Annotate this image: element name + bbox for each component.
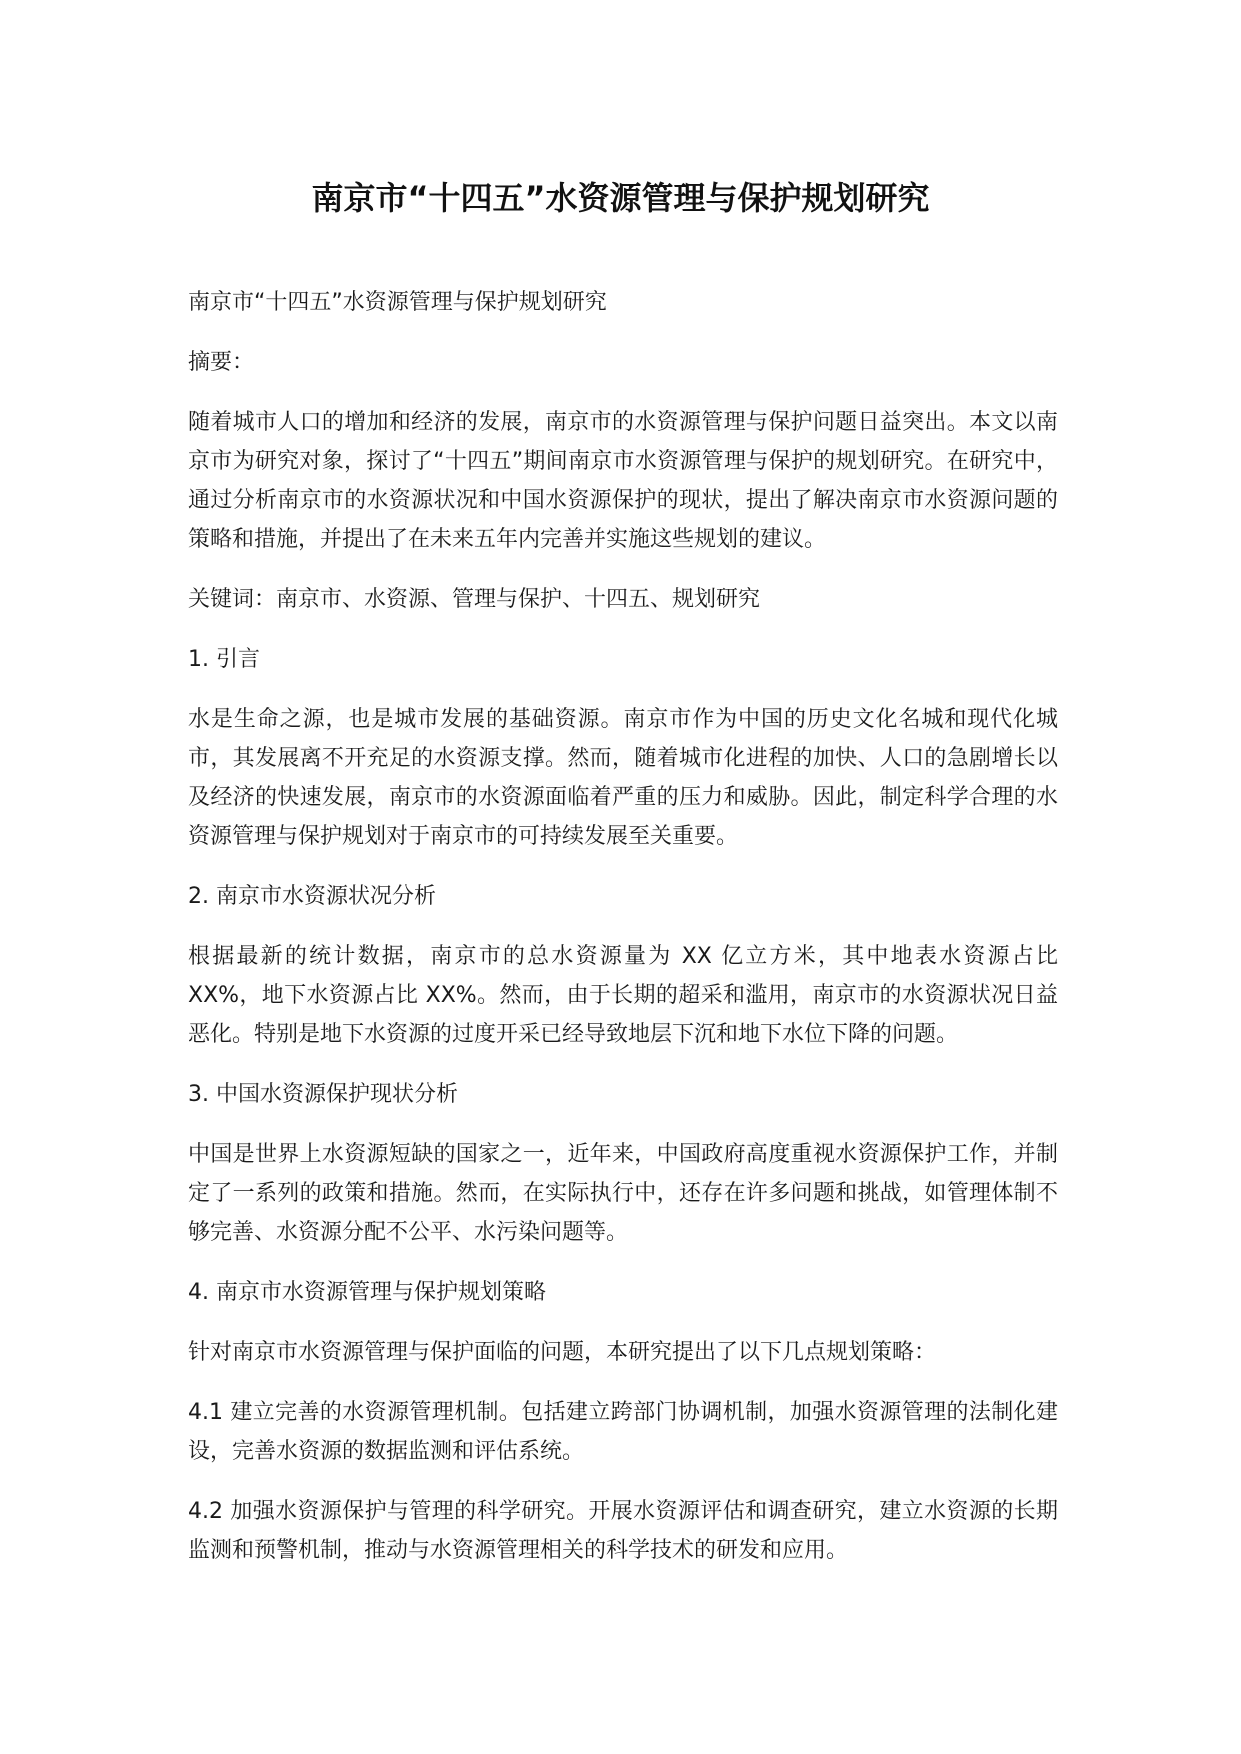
section-heading-intro: 1. 引言 xyxy=(188,647,260,672)
abstract-label: 摘要： xyxy=(188,350,255,375)
section-paragraph: 针对南京市水资源管理与保护面临的问题，本研究提出了以下几点规划策略： xyxy=(188,1340,937,1365)
section-heading-status: 2. 南京市水资源状况分析 xyxy=(188,884,436,909)
document-body xyxy=(188,283,1058,1591)
strategy-item: 4.2 加强水资源保护与管理的科学研究。开展水资源评估和调查研究，建立水资源的长期监测和预警机制，推动与水资源管理相关的科学技术的研发和应用。 xyxy=(188,1499,1058,1563)
section-paragraph: 水是生命之源，也是城市发展的基础资源。南京市作为中国的历史文化名城和现代化城市，其发展离不开充足的水资源支撑。然而，随着城市化进程的加快、人口的急剧增长以及经济的快速发展，南京市的水资源面临着严重的压力和威胁。因此，制定科学合理的水资源管理与保护规划对于南京市的可持续发展至关重要。 xyxy=(188,707,1058,849)
strategy-item: 4.1 建立完善的水资源管理机制。包括建立跨部门协调机制，加强水资源管理的法制化建设，完善水资源的数据监测和评估系统。 xyxy=(188,1400,1058,1464)
subtitle: 南京市“十四五”水资源管理与保护规划研究 xyxy=(188,290,607,315)
abstract-text: 随着城市人口的增加和经济的发展，南京市的水资源管理与保护问题日益突出。本文以南京市为研究对象，探讨了“十四五”期间南京市水资源管理与保护的规划研究。在研究中，通过分析南京市的水资源状况和中国水资源保护的现状，提出了解决南京市水资源问题的策略和措施，并提出了在未来五年内完善并实施这些规划的建议。 xyxy=(188,410,1058,552)
section-heading-china: 3. 中国水资源保护现状分析 xyxy=(188,1082,458,1107)
section-heading-strategy: 4. 南京市水资源管理与保护规划策略 xyxy=(188,1280,546,1305)
section-paragraph: 根据最新的统计数据，南京市的总水资源量为 XX 亿立方米，其中地表水资源占比 XX%，地下水资源占比 XX%。然而，由于长期的超采和滥用，南京市的水资源状况日益恶化。特别是地下水资源的过度开采已经导致地层下沉和地下水位下降的问题。 xyxy=(188,944,1058,1047)
document-title: 南京市“十四五”水资源管理与保护规划研究 xyxy=(311,179,930,217)
keywords: 关键词：南京市、水资源、管理与保护、十四五、规划研究 xyxy=(188,587,761,612)
section-paragraph: 中国是世界上水资源短缺的国家之一，近年来，中国政府高度重视水资源保护工作，并制定了一系列的政策和措施。然而，在实际执行中，还存在许多问题和挑战，如管理体制不够完善、水资源分配不公平、水污染问题等。 xyxy=(188,1142,1058,1245)
